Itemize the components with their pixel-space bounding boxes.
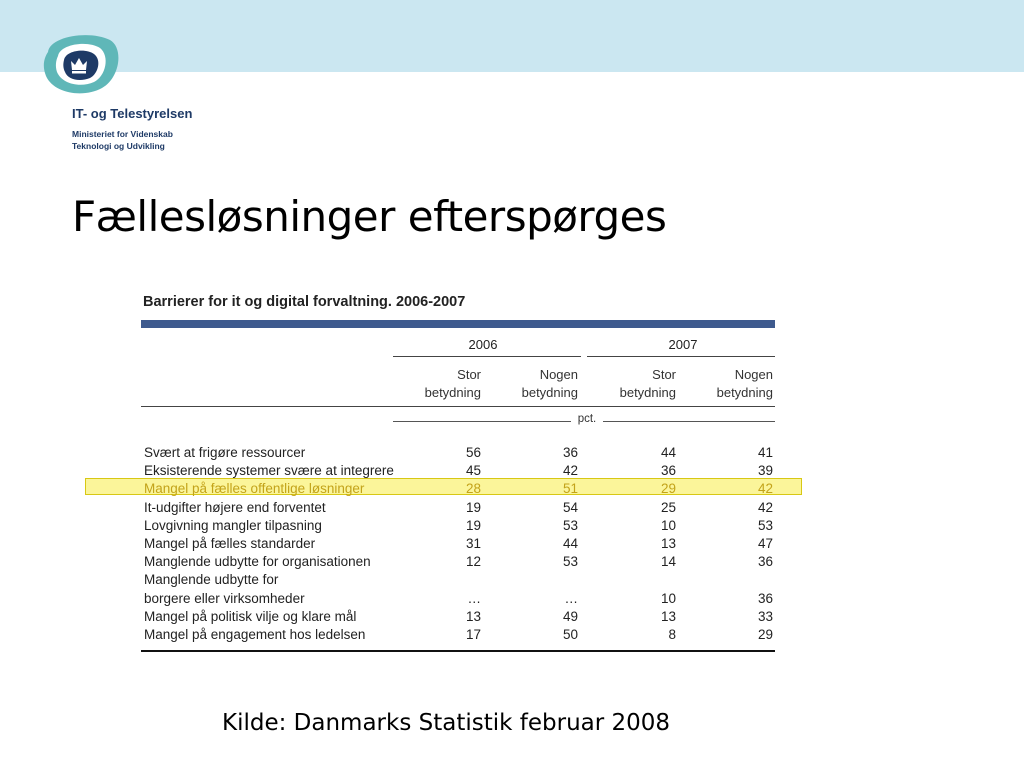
table-row-label: Eksisterende systemer svære at integrere bbox=[144, 463, 394, 479]
unit-rule-left bbox=[393, 421, 571, 422]
table-title-bar bbox=[141, 320, 775, 328]
table-cell: 29 bbox=[757, 627, 773, 642]
ministry-name bbox=[72, 128, 173, 152]
table-cell: 19 bbox=[465, 517, 481, 533]
table-cell: 10 bbox=[660, 517, 676, 533]
table-cell: 36 bbox=[562, 445, 578, 460]
table-row-label: borgere eller virksomheder bbox=[144, 590, 305, 606]
top-banner bbox=[0, 0, 1024, 72]
table-cell: 42 bbox=[757, 499, 773, 515]
table-cell: 44 bbox=[562, 536, 578, 551]
col-head-line1: Stor bbox=[457, 367, 481, 382]
table-cell: 56 bbox=[465, 445, 481, 460]
table-cell: 41 bbox=[757, 445, 773, 460]
crown-emblem-icon bbox=[40, 30, 120, 100]
table-cell: 25 bbox=[660, 499, 676, 515]
table-cell: 29 bbox=[660, 481, 676, 497]
col-head-line1: Stor bbox=[652, 367, 676, 382]
ministry-line-2: Teknologi og Udvikling bbox=[72, 141, 165, 151]
table-cell: 42 bbox=[757, 481, 773, 497]
table-row-label: Manglende udbytte for organisationen bbox=[144, 554, 371, 570]
col-head-line2: betydning bbox=[521, 385, 578, 400]
col-head-line1: Nogen bbox=[539, 367, 578, 382]
table-cell: 13 bbox=[660, 608, 676, 624]
unit-rule-right bbox=[603, 421, 775, 422]
organization-name: IT- og Telestyrelsen bbox=[72, 106, 193, 121]
table-cell: 33 bbox=[757, 608, 773, 624]
table-row-label: It-udgifter højere end forventet bbox=[144, 499, 326, 515]
table-cell: 19 bbox=[465, 499, 481, 515]
table-cell: 53 bbox=[562, 517, 578, 533]
table-cell: 10 bbox=[660, 590, 676, 606]
table-cell: 28 bbox=[465, 481, 481, 497]
table-cell: 47 bbox=[757, 536, 773, 551]
col-head-line1: Nogen bbox=[734, 367, 773, 382]
table-cell: 13 bbox=[660, 536, 676, 551]
slide-title: Fællesløsninger efterspørges bbox=[72, 192, 667, 241]
table-cell: 31 bbox=[465, 536, 481, 551]
table-cell: 45 bbox=[465, 463, 481, 479]
table-bottom-rule bbox=[141, 650, 775, 652]
table-cell: 53 bbox=[757, 517, 773, 533]
table-cell: 36 bbox=[757, 590, 773, 606]
table-cell: 42 bbox=[562, 463, 578, 479]
col-head-2007-stor bbox=[581, 366, 676, 402]
table-cell: 53 bbox=[562, 554, 578, 570]
source-note: Kilde: Danmarks Statistik februar 2008 bbox=[222, 710, 671, 736]
table-title: Barrierer for it og digital forvaltning. 2006-2007 bbox=[143, 294, 466, 310]
col-head-2006-stor bbox=[386, 366, 481, 402]
table-row-label: Mangel på fælles standarder bbox=[144, 536, 316, 551]
year-2007-label: 2007 bbox=[668, 337, 698, 352]
unit-label: pct. bbox=[577, 413, 597, 425]
table-cell: 49 bbox=[562, 608, 578, 624]
table-cell: 13 bbox=[465, 608, 481, 624]
table-cell: … bbox=[564, 590, 578, 606]
col-head-2007-nogen bbox=[678, 366, 773, 402]
table-cell: 8 bbox=[668, 627, 676, 642]
table-cell: … bbox=[467, 590, 481, 606]
year-2007-rule bbox=[587, 356, 775, 357]
ministry-line-1: Ministeriet for Videnskab bbox=[72, 129, 173, 139]
table-cell: 44 bbox=[660, 445, 676, 460]
table-row-label: Lovgivning mangler tilpasning bbox=[144, 517, 322, 533]
col-head-line2: betydning bbox=[619, 385, 676, 400]
table-cell: 14 bbox=[660, 554, 676, 570]
year-2006-label: 2006 bbox=[468, 337, 498, 352]
col-head-2006-nogen bbox=[483, 366, 578, 402]
table-cell: 39 bbox=[757, 463, 773, 479]
barriers-table bbox=[141, 290, 775, 656]
header-rule bbox=[141, 406, 775, 407]
col-head-line2: betydning bbox=[716, 385, 773, 400]
table-row-label: Mangel på fælles offentlige løsninger bbox=[144, 481, 365, 497]
table-row-label: Mangel på politisk vilje og klare mål bbox=[144, 608, 357, 624]
table-cell: 54 bbox=[562, 499, 578, 515]
table-cell: 12 bbox=[465, 554, 481, 570]
table-cell: 36 bbox=[660, 463, 676, 479]
col-head-line2: betydning bbox=[424, 385, 481, 400]
table-cell: 51 bbox=[562, 481, 578, 497]
table-cell: 50 bbox=[562, 627, 578, 642]
table-cell: 36 bbox=[757, 554, 773, 570]
table-row-label: Manglende udbytte for bbox=[144, 572, 279, 588]
year-2006-rule bbox=[393, 356, 581, 357]
table-row-label: Svært at frigøre ressourcer bbox=[144, 445, 306, 460]
table-row-label: Mangel på engagement hos ledelsen bbox=[144, 627, 366, 642]
table-cell: 17 bbox=[465, 627, 481, 642]
